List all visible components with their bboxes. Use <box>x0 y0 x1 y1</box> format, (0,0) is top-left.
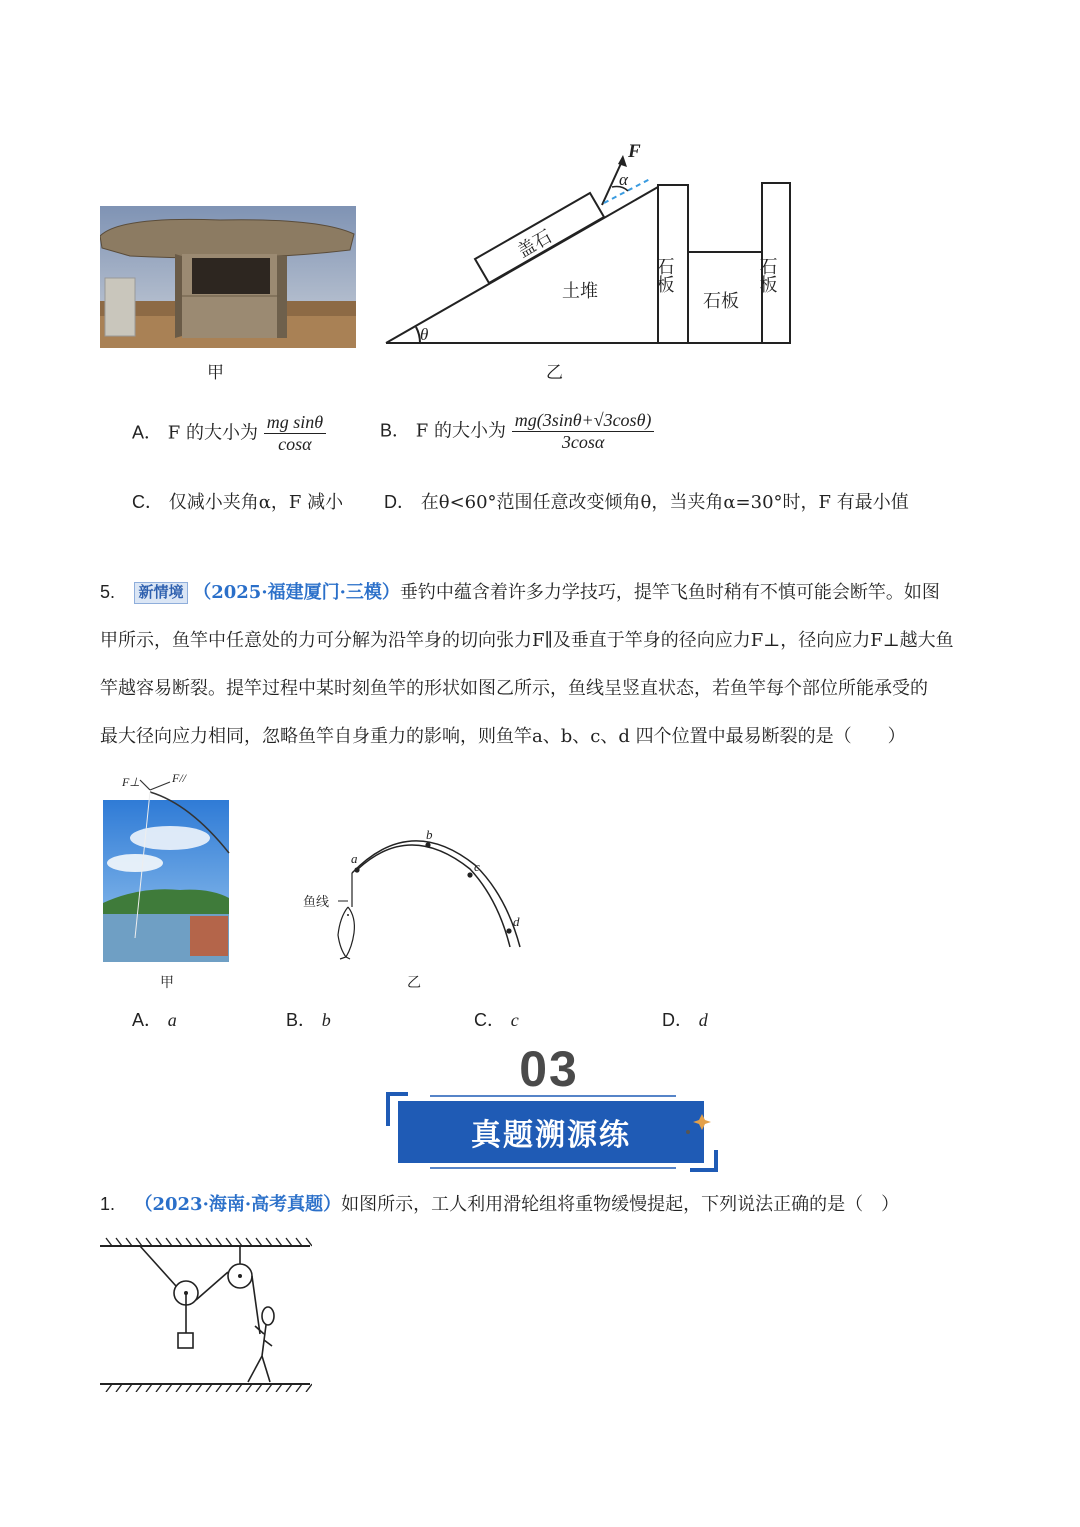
section-title: 真题溯源练 <box>471 1119 631 1152</box>
section-number: 03 <box>519 1041 579 1097</box>
mound-label: 土堆 <box>562 281 598 302</box>
force-label: F <box>628 141 641 162</box>
slab-left-label: 石板 <box>653 257 675 293</box>
q5-stem: 5. 新情境 （2025·福建厦门·三模）垂钓中蕴含着许多力学技巧，提竿飞鱼时稍有不慎可能会断竿。如图 甲所示，鱼竿中任意处的力可分解为沿竿身的切向张力F∥及垂直于竿身的径向应力F⊥，径向应力F⊥越大鱼 竿越容易断裂。提竿过程中某时刻鱼竿的形状如图乙所示，鱼线呈竖直状态，若鱼竿每个部位所能承受的 最大径向应力相同，忽略鱼竿自身重力的影响，则鱼竿a、b、c、d 四个位置中最易断裂的是（ ） <box>100 582 954 747</box>
point-c-label: c <box>474 859 480 874</box>
point-a-label: a <box>351 851 358 866</box>
slab-right-label: 石板 <box>756 257 778 293</box>
q5-fig-yi-caption: 乙 <box>407 975 421 991</box>
q5-fig-jia-caption: 甲 <box>160 975 174 991</box>
alpha-label: α <box>619 170 628 189</box>
q5-option-d[interactable]: D． d <box>662 1010 708 1030</box>
fishing-rod-diagram <box>300 825 530 965</box>
q1-stem: 1. （2023·海南·高考真题）如图所示，工人利用滑轮组将重物缓慢提起，下列说法正确的是（ ） <box>100 1194 900 1215</box>
q4-option-b[interactable]: B． F 的大小为 $\frac{mg(3\sin\theta+√3\cos\theta)}{3\cos\alpha}$ <box>380 410 654 453</box>
slab-middle-label: 石板 <box>703 291 739 312</box>
f-perp-label: F⊥ <box>122 775 140 789</box>
point-b-label: b <box>426 827 433 842</box>
fishing-line-label: 鱼线 <box>303 895 330 910</box>
fig-jia-caption: 甲 <box>207 363 224 383</box>
q5-option-c[interactable]: C． c <box>474 1010 519 1030</box>
q4-option-d[interactable]: D． 在θ<60°范围任意改变倾角θ，当夹角α=30°时，F 有最小值 <box>384 492 909 513</box>
dolmen-photo <box>100 206 356 348</box>
q1-source: （2023·海南·高考真题） <box>134 1194 342 1215</box>
q5-source: （2025·福建厦门·三模） <box>193 582 400 603</box>
q5-option-a[interactable]: A． a <box>132 1010 177 1030</box>
section-banner <box>386 1040 722 1176</box>
pulley-diagram <box>100 1236 312 1392</box>
new-context-badge: 新情境 <box>134 582 187 604</box>
q1-number: 1. <box>100 1194 116 1214</box>
q5-number: 5. <box>100 582 116 602</box>
capstone-label: 盖石 <box>514 226 556 263</box>
fishing-photo <box>100 768 232 964</box>
q4-option-c[interactable]: C． 仅减小夹角α，F 减小 <box>132 492 344 513</box>
dolmen-diagram <box>380 135 800 350</box>
theta-label: θ <box>420 325 429 344</box>
f-par-label: F// <box>172 771 186 785</box>
q5-option-b[interactable]: B． b <box>286 1010 331 1030</box>
q4-option-a[interactable]: A． F 的大小为 $\frac{\text{mg sinθ}}{\cos\alpha}$ <box>132 412 326 455</box>
fig-yi-caption: 乙 <box>546 363 563 383</box>
point-d-label: d <box>513 914 520 929</box>
